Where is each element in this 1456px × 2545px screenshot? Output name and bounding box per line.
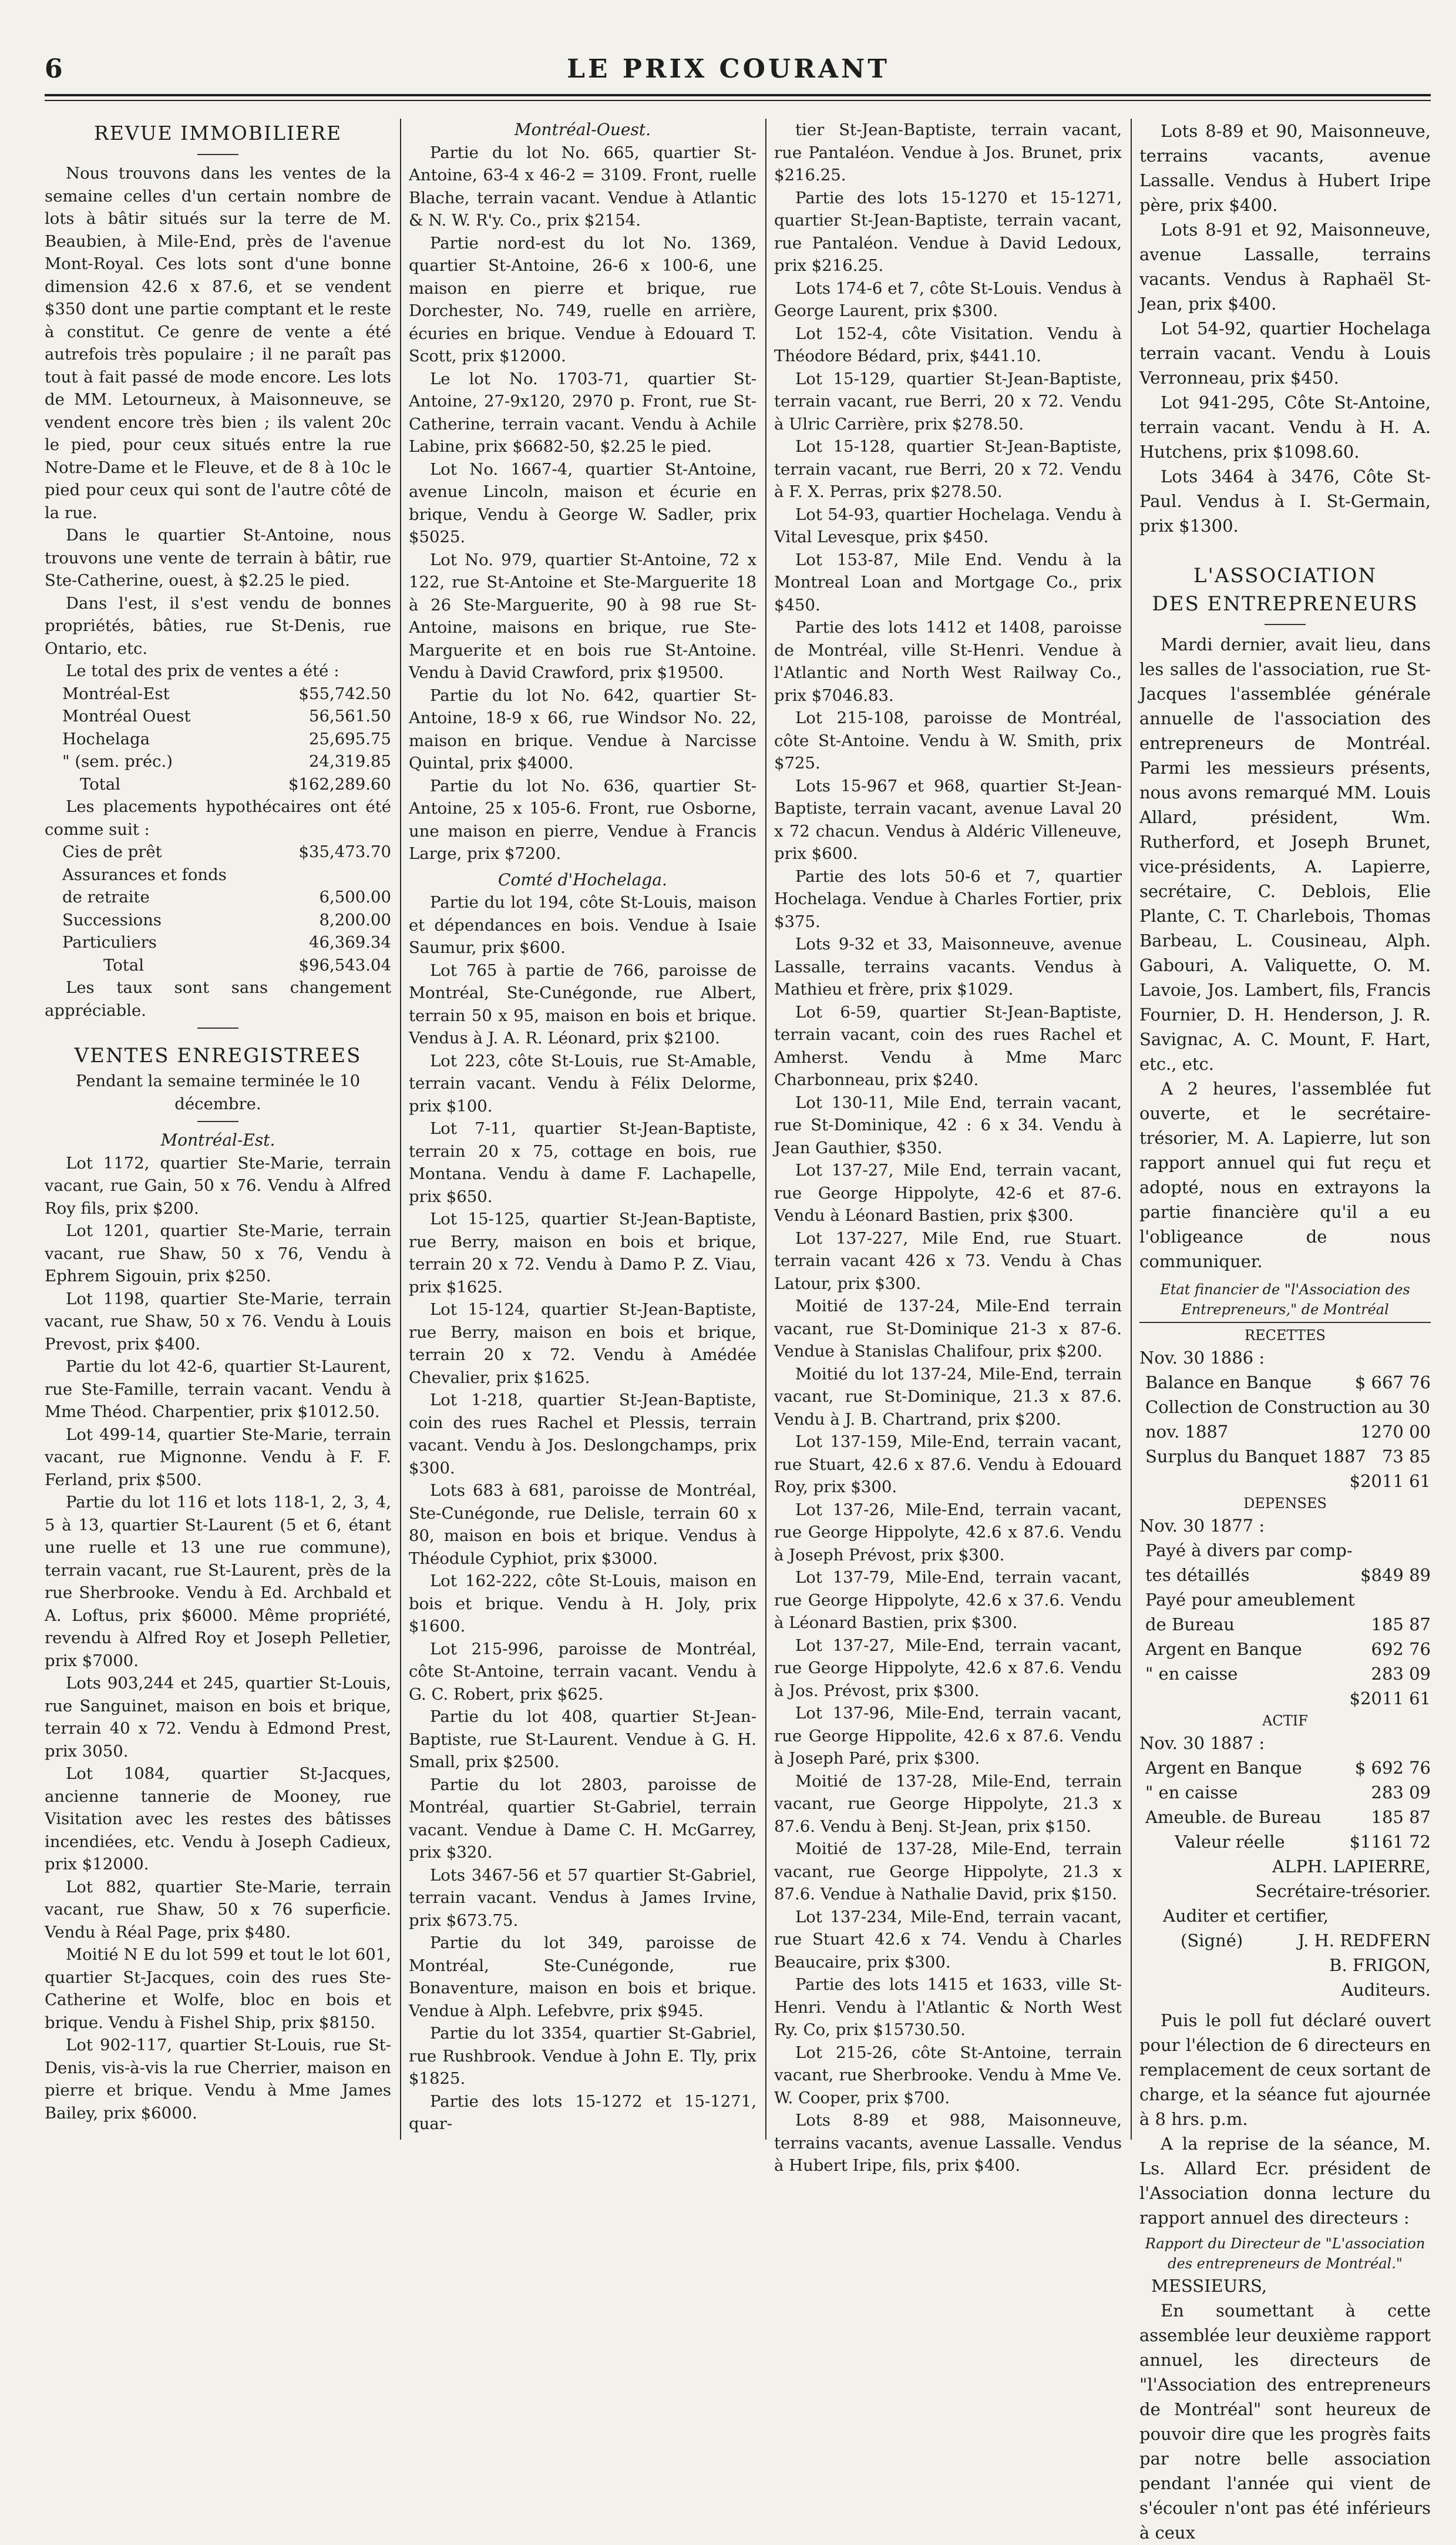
rule — [1139, 1322, 1431, 1323]
list-item: Dans le quartier St-Antoine, nous trouvons une vente de terrain à bâtir, rue Ste-Catherine, ouest, à $2.25 le pied. — [45, 526, 391, 590]
list-item: Lot 6-59, quartier St-Jean-Baptiste, terrain vacant, coin des rues Rachel et Amherst. Vendu à Mme Marc Charbonneau, prix $240. — [774, 1002, 1122, 1089]
list-item: Lot 130-11, Mile End, terrain vacant, rue St-Dominique, 42 : 6 x 34. Vendu à Jean Gauthier, $350. — [774, 1093, 1122, 1157]
table-row: Particuliers 46,369.34 — [62, 933, 391, 952]
list-item: Lot 7-11, quartier St-Jean-Baptiste, terrain 20 x 75, cottage en bois, rue Montana. Vendu à dame F. Lachapelle, prix $650. — [409, 1119, 756, 1206]
list-item: Lots 3467-56 et 57 quartier St-Gabriel, terrain vacant. Vendus à James Irvine, prix $673.75. — [409, 1865, 756, 1930]
list-item: Partie des lots 15-1272 et 15-1271, quar- — [409, 2091, 756, 2133]
list-item: Lot 215-108, paroisse de Montréal, côte St-Antoine. Vendu à W. Smith, prix $725. — [774, 709, 1122, 773]
taux-text: Les taux sont sans changement appréciable. — [45, 978, 391, 1020]
list-item: Partie des lots 1412 et 1408, paroisse de Montréal, ville St-Henri. Vendue à l'Atlantic and North West Railway Co., prix $7046.83. — [774, 618, 1122, 705]
column-divider — [400, 119, 401, 2140]
page-header — [23, 54, 1433, 90]
valeur-row: Valeur réelle $1161 72 — [1175, 1832, 1431, 1852]
table-row: Hochelaga 25,695.75 — [62, 729, 391, 748]
table-row: " en caisse 283 09 — [1145, 1664, 1431, 1684]
list-item: Partie des lots 15-1270 et 15-1271, quartier St-Jean-Baptiste, terrain vacant, rue Pantaléon. Vendue à David Ledoux, prix $216.25. — [774, 188, 1122, 275]
signed-row: (Signé) J. H. REDFERN — [1181, 1930, 1431, 1950]
column-4 — [1139, 119, 1431, 2543]
table-row: Payé à divers par comp- — [1145, 1540, 1353, 1560]
final-paragraph: En soumettant à cette assemblée leur deuxième rapport annuel, les directeurs de "l'Association des entrepreneurs de Montréal" sont heureux de pouvoir dire que les progrès faits par notre belle association pendant l'année qui vient de s'écouler n'ont pas été inférieurs à ceux — [1139, 2301, 1431, 2543]
table-row: de Bureau 185 87 — [1145, 1614, 1431, 1634]
list-item: Lot 162-222, côte St-Louis, maison en bois et brique. Vendu à H. Joly, prix $1600. — [409, 1572, 756, 1636]
page-number: 6 — [45, 54, 63, 84]
list-item: Moitié de 137-24, Mile-End terrain vacant, rue St-Dominique 21-3 x 87-6. Vendue à Stanislas Chalifour, prix $200. — [774, 1297, 1122, 1361]
etat-title: Etat financier de "l'Association des Entrepreneurs," de Montréal — [1160, 1281, 1410, 1318]
column-3 — [774, 119, 1122, 2175]
section-heading-ventes: VENTES ENREGISTREES — [74, 1044, 362, 1067]
list-item: Partie nord-est du lot No. 1369, quartier St-Antoine, 26-6 x 100-6, une maison en pierre et brique, rue Dorchester, No. 749, ruelle en arrière, écuries en brique. Vendue à Edouard T. Scott, prix $12000. — [409, 233, 756, 365]
header-rule-thin — [45, 100, 1431, 101]
table-row: de retraite 6,500.00 — [62, 888, 391, 906]
list-item: Lot 137-27, Mile-End, terrain vacant, rue George Hippolyte, 42.6 x 87.6. Vendu à Jos. Prévost, prix $300. — [774, 1636, 1122, 1700]
depenses-date: Nov. 30 1877 : — [1139, 1516, 1265, 1536]
list-item: Lot 223, côte St-Louis, rue St-Amable, terrain vacant. Vendu à Félix Delorme, prix $100. — [409, 1051, 756, 1116]
column-divider — [1131, 119, 1132, 2140]
list-item: Lot 137-234, Mile-End, terrain vacant, rue Stuart 42.6 x 74. Vendu à Charles Beaucaire, prix $300. — [774, 1907, 1122, 1972]
newspaper-page — [23, 18, 1433, 2543]
actif-date: Nov. 30 1887 : — [1139, 1733, 1265, 1753]
table-row: Surplus du Banquet 1887 73 85 — [1145, 1446, 1431, 1466]
list-item: Moitié de 137-28, Mile-End, terrain vacant, rue George Hippolyte, 21.3 x 87.6. Vendue à Nathalie David, prix $150. — [774, 1839, 1122, 1903]
column-2 — [409, 119, 756, 2140]
list-item: Lot 765 à partie de 766, paroisse de Montréal, Ste-Cunégonde, rue Albert, terrain 50 x 95, maison en bois et brique. Vendus à J. A. R. Léonard, prix $2100. — [409, 961, 756, 1047]
audit-label: Auditer et certifier, — [1163, 1906, 1329, 1926]
list-item: Lot 1201, quartier Ste-Marie, terrain vacant, rue Shaw, 50 x 76, Vendu à Ephrem Sigouin, prix $250. — [45, 1221, 391, 1285]
ventes-table — [45, 683, 391, 773]
list-item: Partie du lot 42-6, quartier St-Laurent, rue Ste-Famille, terrain vacant. Vendu à Mme Théod. Charpentier, prix $1012.50. — [45, 1357, 391, 1421]
list-item: Lot 499-14, quartier Ste-Marie, terrain vacant, rue Mignonne. Vendu à F. F. Ferland, prix $500. — [45, 1425, 391, 1489]
subheading-montreal-est: Montréal-Est. — [160, 1130, 275, 1150]
list-item: Lots 174-6 et 7, côte St-Louis. Vendus à George Laurent, prix $300. — [774, 278, 1122, 320]
list-item: Moitié N E du lot 599 et tout le lot 601, quartier St-Jacques, coin des rues Ste-Catherine et Wolfe, bloc en bois et brique. Vendu à Fishel Ship, prix $8150. — [45, 1945, 391, 2032]
list-item: Partie des lots 1415 et 1633, ville St-Henri. Vendu à l'Atlantic & North West Ry. Co, prix $15730.50. — [774, 1975, 1122, 2039]
actif-heading: ACTIF — [1262, 1713, 1308, 1729]
list-item: Partie du lot No. 642, quartier St-Antoine, 18-9 x 66, rue Windsor No. 22, maison en brique. Vendue à Narcisse Quintal, prix $4000. — [409, 686, 756, 773]
section-heading-revue: REVUE IMMOBILIERE — [93, 122, 342, 145]
list-item: A la reprise de la séance, M. Ls. Allard Ecr. président de l'Association donna lecture du rapport annuel des directeurs : — [1139, 2134, 1431, 2228]
list-item: Lot No. 979, quartier St-Antoine, 72 x 122, rue St-Antoine et Ste-Marguerite 18 à 26 Ste-Marguerite, 90 à 98 rue St-Antoine, maisons en brique, rue Ste-Marguerite et en bois rue St-Antoine. Vendu à David Crawford, prix $19500. — [409, 550, 756, 682]
subheading-montreal-ouest: Montréal-Ouest. — [515, 120, 651, 139]
intro-text — [45, 162, 391, 683]
list-item: Lot 902-117, quartier St-Louis, rue St-Denis, vis-à-vis la rue Cherrier, maison en pierre et brique. Vendu à Mme James Bailey, prix $6000. — [45, 2036, 391, 2123]
list-item: Lots 9-32 et 33, Maisonneuve, avenue Lassalle, terrains vacants. Vendus à Mathieu et frère, prix $1029. — [774, 935, 1122, 999]
table-row: Successions 8,200.00 — [62, 910, 391, 929]
semaine-text: Pendant la semaine terminée le 10 décembre. — [75, 1072, 361, 1113]
table-row: Ameuble. de Bureau 185 87 — [1145, 1807, 1431, 1827]
list-item: Lot 882, quartier Ste-Marie, terrain vacant, rue Shaw, 50 x 76 superficie. Vendu à Réal Page, prix $480. — [45, 1877, 391, 1942]
assoc-body — [1139, 632, 1431, 1274]
list-item: Lots 903,244 et 245, quartier St-Louis, rue Sanguinet, maison en bois et brique, terrain 40 x 72. Vendu à Edmond Prest, prix 3050. — [45, 1674, 391, 1761]
list-item: Lot 15-124, quartier St-Jean-Baptiste, rue Berry, maison en bois et brique, terrain 20 x 72. Vendu à Amédée Chevalier, prix $1625. — [409, 1300, 756, 1387]
header-rule — [45, 94, 1431, 96]
table-row: " (sem. préc.) 24,319.85 — [62, 752, 391, 771]
list-item: Lot No. 1667-4, quartier St-Antoine, avenue Lincoln, maison et écurie en brique, Vendu à George W. Sadler, prix $5025. — [409, 459, 756, 546]
separator — [197, 1121, 238, 1122]
recettes-heading: RECETTES — [1245, 1327, 1326, 1344]
table-row: Collection de Construction au 30 — [1145, 1397, 1430, 1417]
table-row: Assurances et fonds — [62, 865, 227, 884]
placements-total-row: Total $96,543.04 — [103, 955, 391, 975]
list-item: Partie du lot 408, quartier St-Jean-Baptiste, rue St-Laurent. Vendue à G. H. Small, prix $2500. — [409, 1707, 756, 1771]
table-row: Montréal-Est $55,742.50 — [62, 684, 391, 703]
table-row: " en caisse 283 09 — [1145, 1782, 1431, 1802]
list-item: Partie du lot 194, côte St-Louis, maison et dépendances en bois. Vendue à Isaie Saumur, prix $600. — [409, 893, 756, 957]
table-row: Cies de prêt $35,473.70 — [62, 842, 391, 861]
list-item: Lot 1-218, quartier St-Jean-Baptiste, coin des rues Rachel et Plessis, terrain vacant. Vendu à Jos. Deslongchamps, prix $300. — [409, 1391, 756, 1478]
table-row: nov. 1887 1270 00 — [1145, 1422, 1431, 1442]
list-item: Partie du lot 2803, paroisse de Montréal, quartier St-Gabriel, terrain vacant. Vendue à Dame C. H. McGarrey, prix $320. — [409, 1775, 756, 1862]
table-row: Argent en Banque 692 76 — [1145, 1639, 1431, 1659]
list-item: Lots 8-91 et 92, Maisonneuve, avenue Lassalle, terrains vacants. Vendus à Raphaël St-Jean, prix $400. — [1139, 220, 1431, 314]
placements-table — [45, 841, 391, 954]
column-3-list — [774, 119, 1122, 2177]
list-item: Lot 153-87, Mile End. Vendu à la Montreal Loan and Mortgage Co., prix $450. — [774, 550, 1122, 615]
rapport-title: Rapport du Directeur de "L'association des entrepreneurs de Montréal." — [1145, 2235, 1425, 2272]
list-item: Dans l'est, il s'est vendu de bonnes propriétés, bâties, rue St-Denis, rue Ontario, etc. — [45, 593, 391, 658]
placements-intro: Les placements hypothécaires ont été comme suit : — [45, 797, 391, 839]
list-item: Lot 15-125, quartier St-Jean-Baptiste, rue Berry, maison en bois et brique, terrain 20 x 72. Vendu à Damo P. Z. Viau, prix $1625. — [409, 1210, 756, 1297]
list-item: Le lot No. 1703-71, quartier St-Antoine, 27-9x120, 2970 p. Front, rue St-Catherine, terrain vacant. Vendu à Achile Labine, prix $6682-50, $2.25 le pied. — [409, 369, 756, 456]
signature-auditeurs: Auditeurs. — [1341, 1980, 1431, 2000]
recettes-table — [1139, 1370, 1431, 1469]
hochelaga-list — [409, 891, 756, 2136]
list-item: Lot 54-93, quartier Hochelaga. Vendu à Vital Levesque, prix $450. — [774, 505, 1122, 546]
list-item: Partie du lot 349, paroisse de Montréal, Ste-Cunégonde, rue Bonaventure, maison en bois et brique. Vendue à Alph. Lefebvre, prix $945. — [409, 1933, 756, 2020]
recettes-date: Nov. 30 1886 : — [1139, 1348, 1265, 1368]
depenses-table — [1139, 1538, 1431, 1686]
table-row: Balance en Banque $ 667 76 — [1145, 1372, 1431, 1392]
assoc-heading-1: L'ASSOCIATION — [1193, 564, 1377, 587]
recettes-total: $2011 61 — [1349, 1471, 1431, 1491]
list-item: Lot 1198, quartier Ste-Marie, terrain vacant, rue Shaw, 50 x 76. Vendu à Louis Prevost, prix $400. — [45, 1289, 391, 1354]
list-item: Moitié de 137-28, Mile-End, terrain vacant, rue George Hippolyte, 21.3 x 87.6. Vendu à Benj. St-Jean, prix $150. — [774, 1771, 1122, 1836]
list-item: Lots 8-89 et 988, Maisonneuve, terrains vacants, avenue Lassalle. Vendus à Hubert Iripe, fils, prix $400. — [774, 2111, 1122, 2175]
signature-lapierre: ALPH. LAPIERRE, — [1272, 1856, 1431, 1876]
list-item: Lot 1084, quartier St-Jacques, ancienne tannerie de Mooney, rue Visitation avec les restes des bâtisses incendiées, etc. Vendu à Joseph Cadieux, prix $12000. — [45, 1764, 391, 1874]
ouest-list — [409, 142, 756, 865]
list-item: Mardi dernier, avait lieu, dans les salles de l'association, rue St-Jacques l'assemblée générale annuelle de l'association des entrepreneurs de Montréal. Parmi les messieurs présents, nous avons remarqué MM. Louis Allard, président, Wm. Rutherford, et Joseph Brunet, vice-présidents, A. Lapierre, secrétaire, C. Deblois, Elie Plante, C. T. Charlebois, Thomas Barbeau, L. Cousineau, Alph. Gabouri, A. Valiquette, O. M. Lavoie, Jos. Lambert, fils, Francis Fournier, D. H. Henderson, J. R. Savignac, A. C. Mount, F. Hart, etc., etc. — [1139, 634, 1431, 1074]
assoc-heading-2: DES ENTREPRENEURS — [1152, 592, 1418, 616]
subheading-hochelaga: Comté d'Hochelaga. — [498, 869, 667, 889]
column-4-list — [1139, 119, 1431, 538]
table-row: tes détaillés $849 89 — [1145, 1565, 1431, 1585]
list-item: Lot 15-128, quartier St-Jean-Baptiste, terrain vacant, rue Berri, 20 x 72. Vendu à F. X. Perras, prix $278.50. — [774, 437, 1122, 501]
list-item: Lots 3464 à 3476, Côte St-Paul. Vendus à I. St-Germain, prix $1300. — [1139, 466, 1431, 536]
column-1 — [45, 119, 391, 2140]
signature-title: Secrétaire-trésorier. — [1255, 1881, 1431, 1901]
list-item: Lot 15-129, quartier St-Jean-Baptiste, terrain vacant, rue Berri, 20 x 72. Vendu à Ulric Carrière, prix $278.50. — [774, 369, 1122, 434]
table-row: Payé pour ameublement — [1145, 1590, 1355, 1610]
list-item: Partie des lots 50-6 et 7, quartier Hochelaga. Vendue à Charles Fortier, prix $375. — [774, 867, 1122, 931]
list-item: Lot 137-159, Mile-End, terrain vacant, rue Stuart, 42.6 x 87.6. Vendu à Edouard Roy, prix $300. — [774, 1432, 1122, 1496]
list-item: Lot 54-92, quartier Hochelaga terrain vacant. Vendu à Louis Verronneau, prix $450. — [1139, 318, 1431, 388]
assoc-body-2 — [1139, 2008, 1431, 2230]
list-item: Lot 137-26, Mile-End, terrain vacant, rue George Hippolyte, 42.6 x 87.6. Vendu à Joseph Prévost, prix $300. — [774, 1500, 1122, 1564]
list-item: Lot 215-26, côte St-Antoine, terrain vacant, rue Sherbrooke. Vendu à Mme Ve. W. Cooper, prix $700. — [774, 2043, 1122, 2107]
list-item: Lot 941-295, Côte St-Antoine, terrain vacant. Vendu à H. A. Hutchens, prix $1098.60. — [1139, 392, 1431, 462]
list-item: Lots 15-967 et 968, quartier St-Jean-Baptiste, terrain vacant, avenue Laval 20 x 72 chacun. Vendus à Aldéric Villeneuve, prix $600. — [774, 776, 1122, 863]
list-item: Moitié du lot 137-24, Mile-End, terrain vacant, rue St-Dominique, 21.3 x 87.6. Vendu à J. B. Chartrand, prix $200. — [774, 1364, 1122, 1429]
depenses-heading: DEPENSES — [1243, 1495, 1327, 1512]
list-item: Puis le poll fut déclaré ouvert pour l'élection de 6 directeurs en remplacement de ceux sortant de charge, et la séance fut ajournée à 8 hrs. p.m. — [1139, 2010, 1431, 2129]
est-list — [45, 1152, 391, 2125]
page-title: LE PRIX COURANT — [567, 54, 890, 84]
list-item: Lots 683 à 681, paroisse de Montréal, Ste-Cunégonde, rue Delisle, terrain 60 x 80, maison en bois et brique. Vendus à Théodule Cyphiot, prix $3000. — [409, 1481, 756, 1568]
list-item: Lot 152-4, côte Visitation. Vendu à Théodore Bédard, prix, $441.10. — [774, 324, 1122, 365]
list-item: Lot 137-27, Mile End, terrain vacant, rue George Hippolyte, 42-6 et 87-6. Vendu à Léonard Bastien, prix $300. — [774, 1161, 1122, 1225]
list-item: Le total des prix de ventes a été : — [66, 662, 339, 680]
ventes-total-row: Total $162,289.60 — [80, 774, 391, 794]
list-item: Partie du lot 116 et lots 118-1, 2, 3, 4, 5 à 13, quartier St-Laurent (5 et 6, étant une ruelle et 13 une rue commune), terrain vacant, rue St-Laurent, près de la rue Sherbrooke. Vendu à Ed. Archbald et A. Loftus, prix $6000. Même propriété, revendu à Alfred Roy et Joseph Pelletier, prix $7000. — [45, 1493, 391, 1670]
list-item: Partie du lot No. 665, quartier St-Antoine, 63-4 x 46-2 = 3109. Front, ruelle Blache, terrain vacant. Vendue à Atlantic & N. W. R'y. Co., prix $2154. — [409, 143, 756, 230]
list-item: Partie du lot No. 636, quartier St-Antoine, 25 x 105-6. Front, rue Osborne, une maison en pierre, Vendue à Francis Large, prix $7200. — [409, 776, 756, 863]
list-item: tier St-Jean-Baptiste, terrain vacant, rue Pantaléon. Vendue à Jos. Brunet, prix $216.25. — [774, 120, 1122, 184]
list-item: Lot 137-96, Mile-End, terrain vacant, rue George Hippolite, 42.6 x 87.6. Vendu à Joseph Paré, prix $300. — [774, 1704, 1122, 1768]
list-item: Lot 137-227, Mile End, rue Stuart. terrain vacant 426 x 73. Vendu à Chas Latour, prix $300. — [774, 1228, 1122, 1293]
list-item: Nous trouvons dans les ventes de la semaine celles d'un certain nombre de lots à bâtir situés sur la terre de M. Beaubien, à Mile-End, près de l'avenue Mont-Royal. Ces lots sont d'une bonne dimension 42.6 x 87.6, et se vendent $350 dont une partie comptant et le reste à constitut. Ce genre de vente a été autrefois très populaire ; il ne paraît pas tout à fait passé de mode encore. Les lots de MM. Letourneux, à Maisonneuve, se vendent encore très bien ; ils valent 20c le pied, pour ceux situés entre la rue Notre-Dame et le Fleuve, et de 8 à 10c le pied pour ceux qui sont de l'autre côté de la rue. — [45, 164, 391, 522]
list-item: Lots 8-89 et 90, Maisonneuve, terrains vacants, avenue Lassalle. Vendus à Hubert Iripe père, prix $400. — [1139, 121, 1431, 215]
list-item: A 2 heures, l'assemblée fut ouverte, et le secrétaire-trésorier, M. A. Lapierre, lut son rapport annuel qui fut reçu et adopté, nous en extrayons la partie financière qu'il a eu l'obligeance de nous communiquer. — [1139, 1079, 1431, 1271]
table-row: Montréal Ouest 56,561.50 — [62, 707, 391, 726]
depenses-total: $2011 61 — [1349, 1688, 1431, 1708]
list-item: Lot 1172, quartier Ste-Marie, terrain vacant, rue Gain, 50 x 76. Vendu à Alfred Roy fils, prix $200. — [45, 1153, 391, 1218]
signature-frigon: B. FRIGON, — [1329, 1955, 1431, 1975]
list-item: Lot 137-79, Mile-End, terrain vacant, rue George Hippolyte, 42.6 x 37.6. Vendu à Léonard Bastien, prix $300. — [774, 1568, 1122, 1632]
messieurs: MESSIEURS, — [1151, 2276, 1267, 2296]
column-divider — [765, 119, 766, 2140]
separator — [1265, 624, 1306, 625]
list-item: Lot 215-996, paroisse de Montréal, côte St-Antoine, terrain vacant. Vendu à G. C. Robert, prix $625. — [409, 1639, 756, 1704]
actif-table — [1139, 1755, 1431, 1829]
separator — [197, 1028, 238, 1029]
separator — [197, 154, 238, 155]
table-row: Argent en Banque $ 692 76 — [1145, 1758, 1431, 1778]
list-item: Partie du lot 3354, quartier St-Gabriel, rue Rushbrook. Vendue à John E. Tly, prix $1825. — [409, 2024, 756, 2088]
